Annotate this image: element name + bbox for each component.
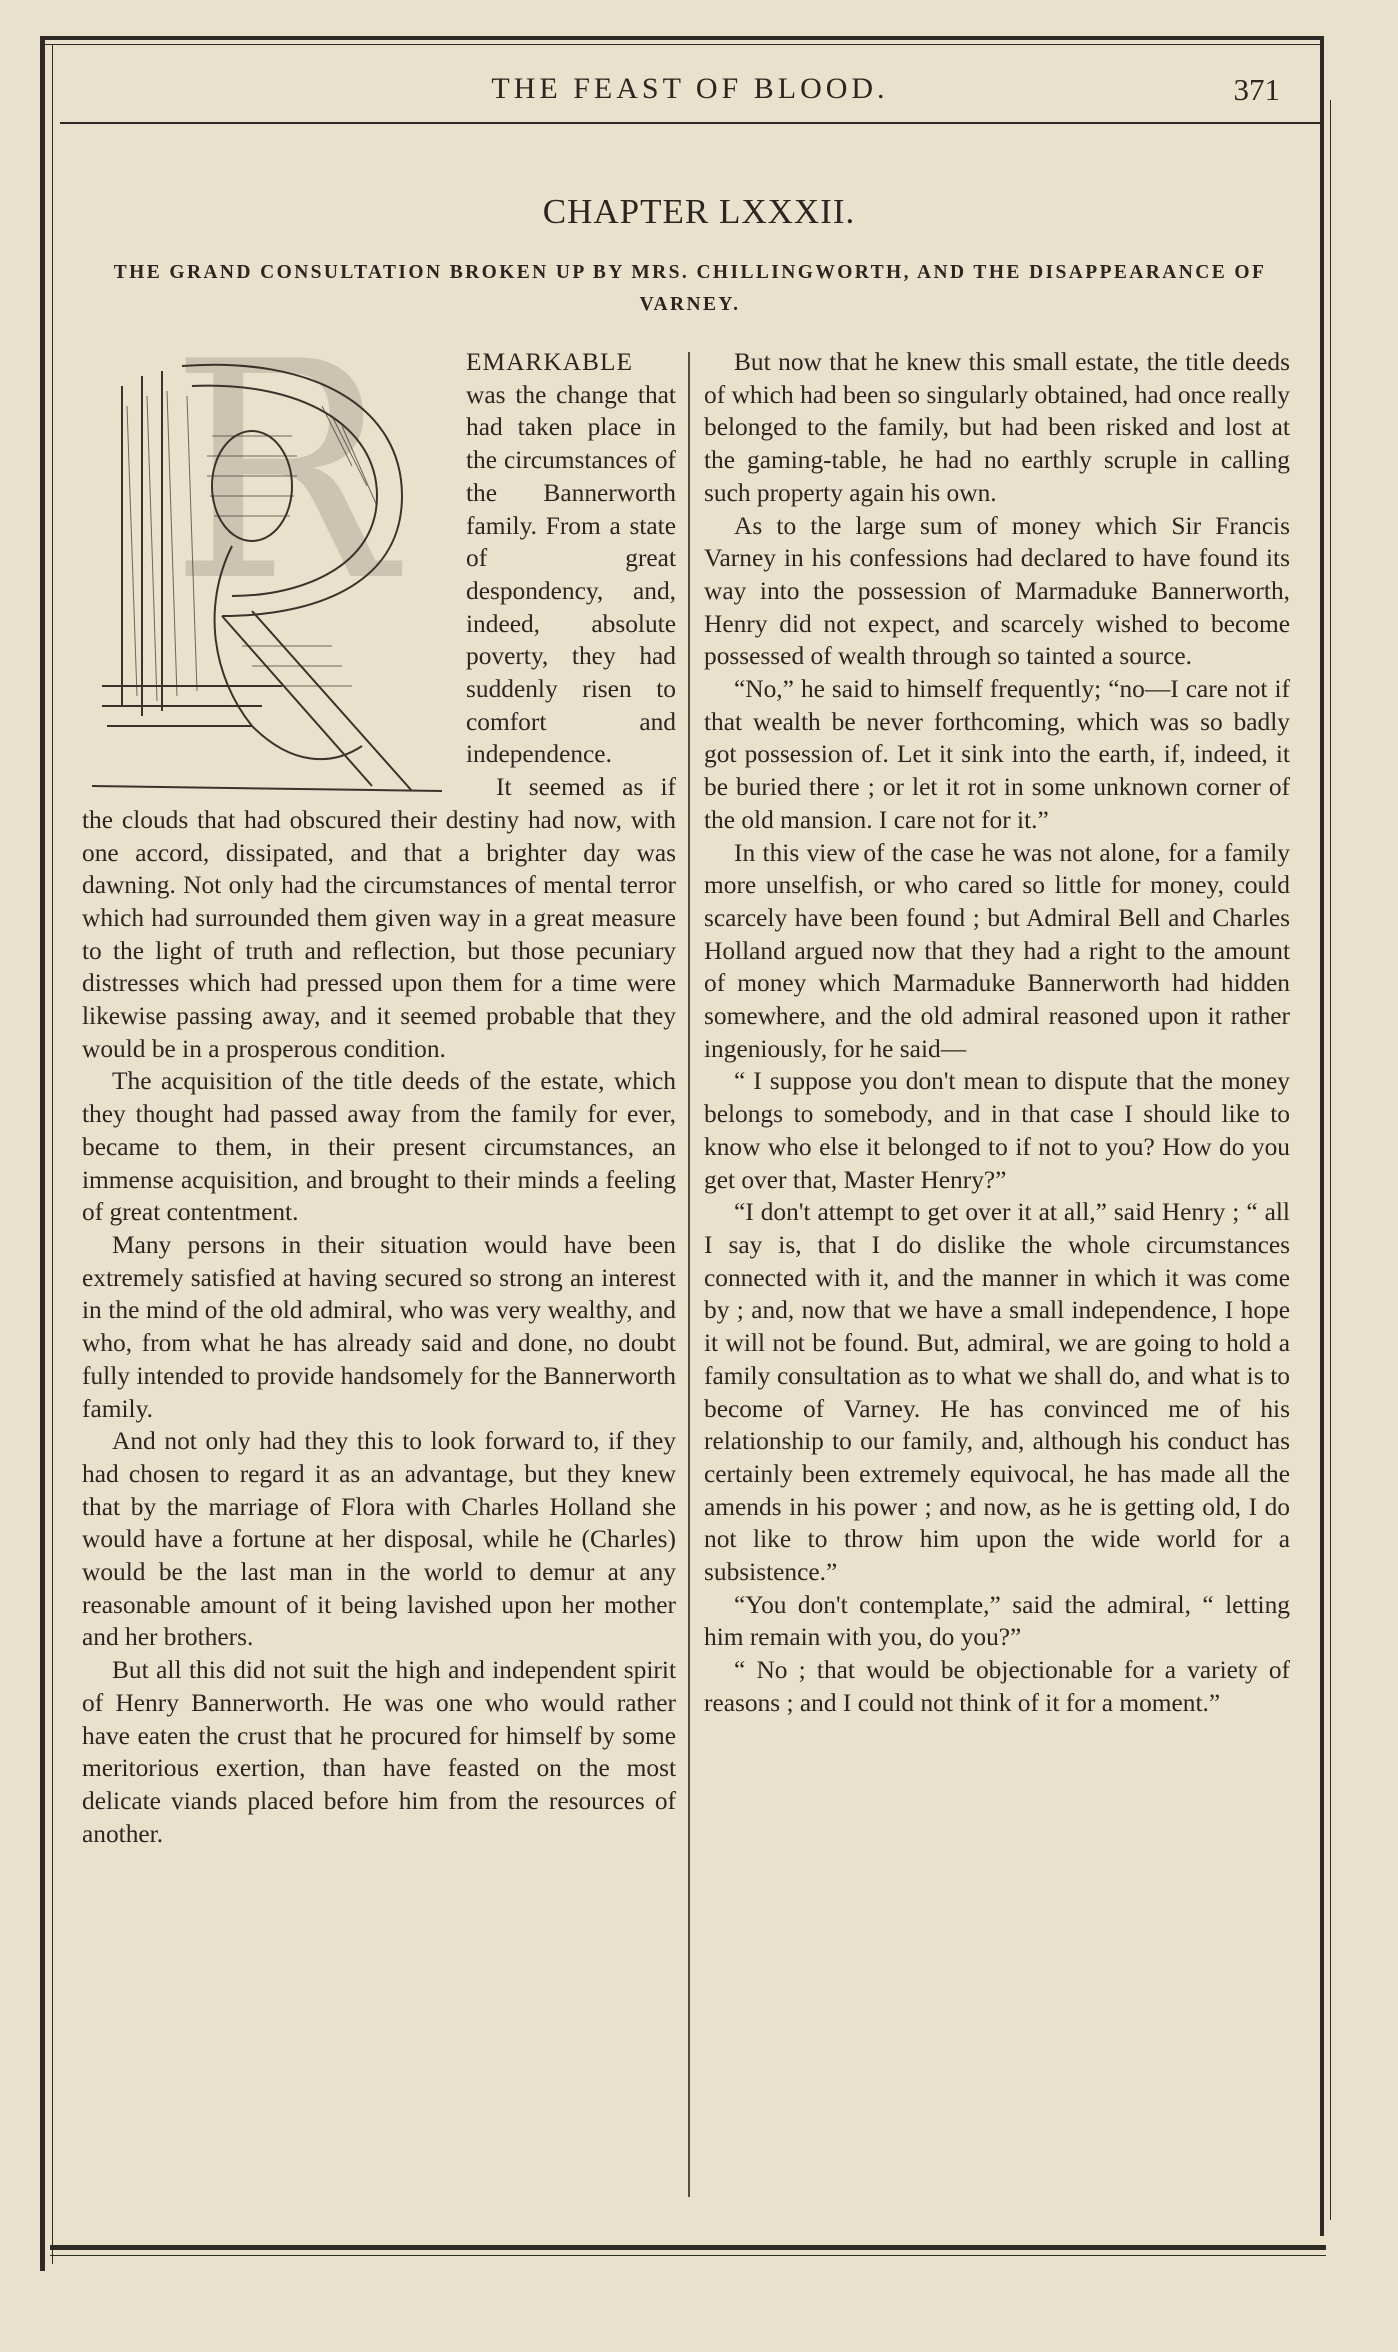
bottom-border-rule-thin	[50, 2255, 1326, 2256]
initial-r-engraving-icon	[82, 346, 452, 801]
left-column	[82, 346, 676, 1850]
column-divider	[688, 352, 690, 2197]
paragraph-5: And not only had they this to look forward to, if they had chosen to regard it as an advantage, but they knew that by the marriage of Flora with Charles Holland she would have a fortune at her disposal, while he (Charles) would be the last man in the world to demur at any reasonable amount of it being lavished upon her mother and her brothers.	[82, 1427, 676, 1652]
right-column	[704, 346, 1290, 1720]
chapter-subtitle: THE GRAND CONSULTATION BROKEN UP BY MRS. CHILLINGWORTH, AND THE DISAPPEARANCE OF VARNEY.	[113, 262, 1267, 315]
paragraph-7: But now that he knew this small estate, the title deeds of which had been so singularly obtained, had once really belonged to the family, but had been risked and lost at the gaming-table, he had no earthly scruple in calling such property again his own.	[704, 348, 1290, 507]
chapter-heading: CHAPTER LXXXII.	[542, 192, 856, 231]
running-header	[60, 64, 1320, 114]
paragraph-2: It seemed as if the clouds that had obscured their destiny had now, with one accord, dissipated, and that a brighter day was dawning. Not only had the circumstances of mental terror which had surrounded them given way in a great measure to the light of truth and reflection, but those pecuniary distresses which had pressed upon them for a time were likewise passing away, and it seemed probable that they would be in a prosperous condition.	[82, 773, 676, 1063]
paragraph-10: In this view of the case he was not alone, for a family more unselfish, or who cared so little for money, could scarcely have been found ; but Admiral Bell and Charles Holland argued now that they had a right to the amount of money which Marmaduke Bannerworth had hidden somewhere, and the old admiral reasoned upon it rather ingeniously, for he said—	[704, 838, 1290, 1063]
paragraph-9: “No,” he said to himself frequently; “no—I care not if that wealth be never forthcoming, which was so badly got possession of. Let it sink into the earth, if, indeed, it be buried there ; or let it rot in some unknown corner of the old mansion. I care not for it.”	[704, 675, 1290, 834]
right-border-rule-outer	[1330, 100, 1331, 2220]
decorated-initial-illustration	[82, 346, 452, 801]
paragraph-12: “I don't attempt to get over it at all,” said Henry ; “ all I say is, that I do dislike the whole circumstances connected with it, and the manner in which it was come by ; and, now that we have a small independence, I hope it will not be found. But, admiral, we are going to hold a family consultation as to what we shall do, and what is to become of Varney. He has convinced me of his relationship to our family, and, although his conduct has certainly been extremely equivocal, he has made all the amends in his power ; and now, as he is getting old, I do not like to throw him upon the wide world for a subsistence.”	[704, 1198, 1290, 1587]
paragraph-3: The acquisition of the title deeds of the estate, which they thought had passed away from the family for ever, became to them, in their present circumstances, an immense acquisition, and brought to their minds a feeling of great contentment.	[82, 1067, 676, 1227]
top-border-rule-thin	[40, 44, 1320, 45]
paragraph-11: “ I suppose you don't mean to dispute that the money belongs to somebody, and in that case I should like to know who else it belonged to if not to you? How do you get over that, Master Henry?”	[704, 1067, 1290, 1194]
bottom-border-rule	[50, 2245, 1326, 2250]
paragraph-6: But all this did not suit the high and independent spirit of Henry Bannerworth. He was one who would rather have eaten the crust that he procured for himself by some meritorious exertion, than have feasted on the most delicate viands placed before him from the resources of another.	[82, 1656, 676, 1848]
initial-letter-glyph: R	[169, 346, 395, 647]
paragraph-8: As to the large sum of money which Sir Francis Varney in his confessions had declared to have found its way into the possession of Marmaduke Bannerworth, Henry did not expect, and scarcely wished to become possessed of wealth through so tainted a source.	[704, 511, 1290, 671]
left-border-rule-inner	[52, 44, 53, 2264]
header-underline	[60, 122, 1320, 124]
right-border-rule	[1320, 36, 1324, 2236]
page-number: 371	[1233, 72, 1280, 107]
top-border-rule	[40, 36, 1320, 40]
paragraph-14: “ No ; that would be objectionable for a variety of reasons ; and I could not think of it for a moment.”	[704, 1656, 1290, 1717]
paragraph-4: Many persons in their situation would have been extremely satisfied at having secured so strong an interest in the mind of the old admiral, who was very wealthy, and who, from what he has already said and done, no doubt fully intended to provide handsomely for the Bannerworth family.	[82, 1230, 676, 1423]
left-border-rule	[40, 36, 45, 2271]
paragraph-1: EMARKABLE was the change that had taken place in the circumstances of the Bannerworth family. From a state of great despondency, and, indeed, absolute poverty, they had suddenly risen to comfort and independence.	[466, 348, 676, 769]
paragraph-13: “You don't contemplate,” said the admiral, “ letting him remain with you, do you?”	[704, 1590, 1290, 1652]
running-title: THE FEAST OF BLOOD.	[491, 72, 889, 105]
